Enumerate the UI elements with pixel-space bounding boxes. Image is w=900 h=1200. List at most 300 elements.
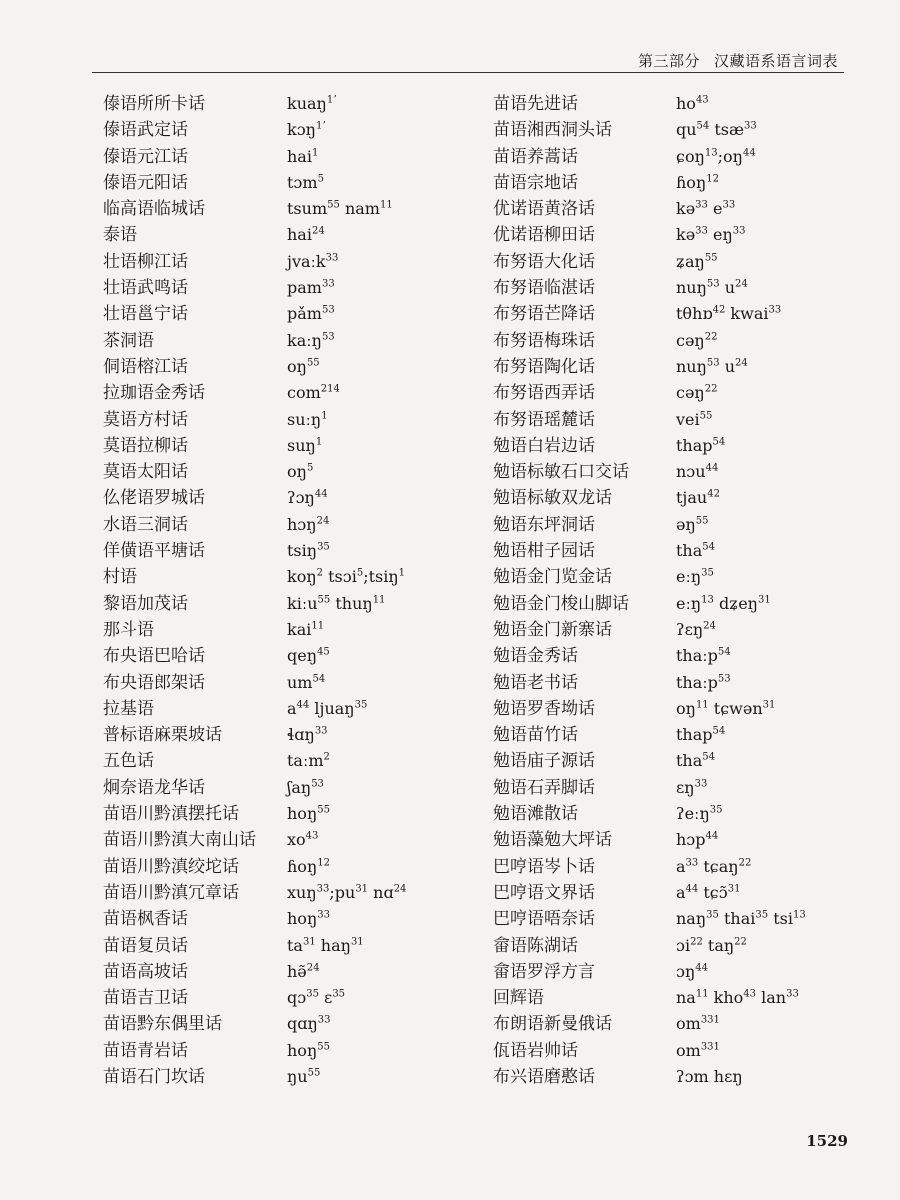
pronunciation <box>287 222 325 248</box>
tone-mark: 54 <box>696 120 710 132</box>
language-name: 巴哼语唔奈话 <box>493 909 595 930</box>
language-name: 苗语复员话 <box>103 935 188 956</box>
tone-mark: 24 <box>306 962 320 974</box>
syllable: koŋ <box>287 567 317 587</box>
pronunciation <box>287 906 330 932</box>
entry-row <box>103 1038 483 1064</box>
syllable: um <box>287 672 313 692</box>
syllable: hai <box>287 225 312 245</box>
entry-row <box>493 1011 873 1037</box>
pronunciation <box>287 407 328 433</box>
pronunciation <box>287 801 330 827</box>
language-name: 壮语柳江话 <box>103 251 188 272</box>
language-name: 苗语吉卫话 <box>103 988 188 1009</box>
entry-row <box>103 91 483 117</box>
entry-row <box>493 854 873 880</box>
tone-mark: 54 <box>702 752 716 764</box>
pronunciation <box>287 933 364 959</box>
pronunciation <box>287 854 330 880</box>
language-name: 五色话 <box>103 751 154 772</box>
entry-row <box>103 196 483 222</box>
language-name: 傣语武定话 <box>103 120 188 141</box>
language-name: 布努语陶化话 <box>493 356 595 377</box>
language-name: 勉语东坪洞话 <box>493 514 595 535</box>
tone-mark: 331 <box>700 1015 720 1027</box>
tone-mark: 31 <box>757 594 771 606</box>
language-name: 勉语庙子源话 <box>493 751 595 772</box>
language-name: 苗语川黔滇绞坨话 <box>103 856 239 877</box>
pronunciation <box>676 433 725 459</box>
syllable: kiːu <box>287 593 318 613</box>
language-name: 炯奈语龙华话 <box>103 777 205 798</box>
tone-mark: 22 <box>704 331 718 343</box>
syllable: nam <box>339 199 380 219</box>
tone-mark: 44 <box>695 962 708 974</box>
tone-mark: 54 <box>702 541 716 553</box>
language-name: 勉语苗竹话 <box>493 725 578 746</box>
syllable: tsi <box>768 909 793 929</box>
entry-row <box>103 222 483 248</box>
syllable: ʔeːŋ <box>676 804 710 824</box>
pronunciation <box>287 196 393 222</box>
pronunciation <box>287 117 326 143</box>
pronunciation <box>676 170 719 196</box>
pronunciation <box>676 1038 720 1064</box>
entry-row <box>103 301 483 327</box>
pronunciation <box>676 854 751 880</box>
tone-mark: 1 <box>315 436 323 448</box>
syllable: naŋ <box>676 909 707 929</box>
entry-row <box>493 696 873 722</box>
pronunciation <box>287 880 406 906</box>
tone-mark: 24 <box>311 226 325 238</box>
pronunciation <box>287 696 367 722</box>
entry-row <box>493 564 873 590</box>
syllable: kuaŋ <box>287 94 327 113</box>
language-name: 勉语柑子园话 <box>493 541 595 562</box>
language-name: 苗语青岩话 <box>103 1040 188 1061</box>
language-name: 布努语芒降话 <box>493 304 595 325</box>
entry-row <box>493 643 873 669</box>
syllable: qu <box>676 120 697 140</box>
language-name: 布努语梅珠话 <box>493 330 595 351</box>
entry-row <box>103 354 483 380</box>
language-name: 勉语金门梭山脚话 <box>493 593 629 614</box>
syllable: ɛŋ <box>676 777 695 797</box>
entry-row <box>103 512 483 538</box>
entry-row <box>103 933 483 959</box>
pronunciation <box>676 880 740 906</box>
syllable: kə <box>676 225 696 245</box>
language-name: 莫语方村话 <box>103 409 188 430</box>
entry-row <box>103 433 483 459</box>
syllable: nuŋ <box>676 356 707 376</box>
entry-row <box>103 407 483 433</box>
syllable: eːŋ <box>676 593 702 613</box>
entry-row <box>103 275 483 301</box>
tone-mark: 44 <box>314 489 328 501</box>
pronunciation <box>287 459 313 485</box>
pronunciation <box>287 328 335 354</box>
syllable: thai <box>718 909 756 929</box>
tone-mark: 33 <box>694 778 708 790</box>
tone-mark: 35 <box>317 541 330 553</box>
entry-row <box>103 1011 483 1037</box>
entry-row <box>493 775 873 801</box>
pronunciation <box>287 1064 320 1090</box>
pronunciation <box>287 748 330 774</box>
tone-mark: 11 <box>379 199 393 211</box>
tone-mark: 22 <box>738 857 752 869</box>
syllable: ʃaŋ <box>287 777 312 797</box>
language-name: 畲语陈湖话 <box>493 935 578 956</box>
tone-mark: 44 <box>705 830 719 842</box>
pronunciation <box>287 249 338 275</box>
syllable: cəŋ <box>676 330 705 350</box>
syllable: jvaːk <box>287 251 326 271</box>
pronunciation <box>676 906 806 932</box>
syllable: tɕɔ̃ <box>698 882 728 902</box>
language-name: 优诺语柳田话 <box>493 225 595 246</box>
syllable: taːm <box>287 751 324 771</box>
tone-mark: 55 <box>704 252 718 264</box>
tone-mark: 24 <box>316 515 330 527</box>
entry-row <box>103 459 483 485</box>
syllable: ɦoŋ <box>676 172 707 192</box>
syllable: hoŋ <box>287 804 318 824</box>
language-name: 拉基语 <box>103 698 154 719</box>
syllable: tsum <box>287 199 328 219</box>
tone-mark: 42 <box>707 489 720 501</box>
pronunciation <box>287 170 324 196</box>
syllable: pǎm <box>287 304 322 324</box>
syllable: ɦoŋ <box>287 856 318 876</box>
language-name: 布兴语磨憨话 <box>493 1066 595 1087</box>
language-name: 苗语石门坎话 <box>103 1066 205 1087</box>
entry-row <box>493 249 873 275</box>
tone-mark: 33 <box>695 226 708 238</box>
entry-row <box>493 959 873 985</box>
tone-mark: 1 <box>311 147 319 159</box>
pronunciation <box>676 933 747 959</box>
tone-mark: 2 <box>316 568 324 580</box>
syllable: oŋ <box>676 698 696 718</box>
syllable: xuŋ <box>287 882 317 902</box>
tone-mark: 53 <box>706 278 720 290</box>
pronunciation <box>287 985 345 1011</box>
syllable: tjau <box>676 488 708 508</box>
tone-mark: 53 <box>321 331 335 343</box>
language-name: 勉语金门览金话 <box>493 567 612 588</box>
syllable: tθhɒ <box>676 304 713 324</box>
pronunciation <box>287 275 335 301</box>
pronunciation <box>676 301 781 327</box>
pronunciation <box>287 538 330 564</box>
tone-mark: 43 <box>695 94 709 106</box>
language-name: 勉语藻勉大坪话 <box>493 830 612 851</box>
tone-mark: 5 <box>306 462 314 474</box>
syllable: tsɔi <box>323 567 357 587</box>
entry-row <box>103 827 483 853</box>
pronunciation <box>287 144 318 170</box>
syllable: a <box>676 856 686 876</box>
tone-mark: 24 <box>393 883 407 895</box>
tone-mark: 13 <box>701 594 714 606</box>
pronunciation <box>676 485 720 511</box>
language-name: 苗语黔东偶里话 <box>103 1014 222 1035</box>
entry-row <box>493 933 873 959</box>
entry-row <box>493 91 873 117</box>
entry-row <box>493 617 873 643</box>
tone-mark: 33 <box>768 305 782 317</box>
syllable: tha <box>676 541 703 561</box>
entry-row <box>493 275 873 301</box>
syllable: eːŋ <box>676 567 702 587</box>
language-name: 苗语高坡话 <box>103 961 188 982</box>
entry-row <box>493 117 873 143</box>
entry-row <box>493 222 873 248</box>
pronunciation <box>676 591 771 617</box>
syllable: a <box>676 882 686 902</box>
tone-mark: 53 <box>321 305 335 317</box>
entry-row <box>103 854 483 880</box>
tone-mark: 54 <box>717 646 731 658</box>
entry-row <box>493 1064 873 1090</box>
tone-mark: 53 <box>706 357 720 369</box>
tone-mark: 43 <box>743 988 757 1000</box>
entry-row <box>103 249 483 275</box>
tone-mark: 55 <box>307 1067 321 1079</box>
syllable: tha <box>676 751 703 771</box>
language-name: 村语 <box>103 567 137 588</box>
syllable: a <box>287 698 297 718</box>
language-name: 布努语大化话 <box>493 251 595 272</box>
tone-mark: 33 <box>317 1015 331 1027</box>
pronunciation <box>676 643 731 669</box>
entry-row <box>493 328 873 354</box>
entry-row <box>103 117 483 143</box>
language-name: 苗语川黔滇大南山话 <box>103 830 256 851</box>
entry-row <box>103 643 483 669</box>
tone-mark: 54 <box>312 673 326 685</box>
language-name: 苗语川黔滇摆托话 <box>103 804 239 825</box>
tone-mark: 35 <box>709 804 723 816</box>
left-column <box>103 91 483 1090</box>
syllable: nɔu <box>676 462 706 482</box>
language-name: 那斗语 <box>103 619 154 640</box>
entry-row <box>493 1038 873 1064</box>
tone-mark: 5 <box>356 568 364 580</box>
syllable: hə̃ <box>287 961 307 981</box>
language-name: 苗语川黔滇冗章话 <box>103 882 239 903</box>
running-header <box>92 42 844 73</box>
tone-mark: 31 <box>727 883 741 895</box>
language-name: 苗语枫香话 <box>103 909 188 930</box>
tone-mark: 33 <box>685 857 699 869</box>
tone-mark: 12 <box>317 857 330 869</box>
syllable: ŋu <box>287 1066 308 1086</box>
entry-row <box>493 433 873 459</box>
language-name: 勉语白岩边话 <box>493 435 595 456</box>
entry-row <box>493 827 873 853</box>
syllable: hoŋ <box>287 909 318 929</box>
syllable: na <box>676 988 696 1008</box>
entry-row <box>103 170 483 196</box>
tone-mark: 33 <box>317 909 330 921</box>
syllable: qeŋ <box>287 646 318 666</box>
language-name: 壮语武鸣话 <box>103 278 188 299</box>
syllable: hoŋ <box>287 1040 318 1060</box>
tone-mark: 31 <box>355 883 369 895</box>
syllable: ɔŋ <box>676 961 696 981</box>
entry-row <box>103 775 483 801</box>
tone-mark: 22 <box>734 936 747 948</box>
language-name: 佤语岩帅话 <box>493 1040 578 1061</box>
syllable: oŋ <box>287 462 307 482</box>
tone-mark: 53 <box>717 673 731 685</box>
tone-mark: 13 <box>704 147 718 159</box>
language-name: 莫语拉柳话 <box>103 435 188 456</box>
syllable: nuŋ <box>676 278 707 298</box>
entry-row <box>103 1064 483 1090</box>
tone-mark: 331 <box>700 1041 720 1053</box>
pronunciation <box>676 117 757 143</box>
entry-row <box>103 380 483 406</box>
entry-row <box>493 722 873 748</box>
syllable: om <box>676 1040 701 1060</box>
pronunciation <box>287 485 328 511</box>
syllable: lan <box>756 988 787 1008</box>
pronunciation <box>676 407 712 433</box>
tone-mark: 35 <box>701 568 714 580</box>
tone-mark: 35 <box>354 699 368 711</box>
syllable: om <box>676 1014 701 1034</box>
language-name: 布朗语新曼俄话 <box>493 1014 612 1035</box>
pronunciation <box>676 670 731 696</box>
pronunciation <box>676 722 725 748</box>
entry-row <box>103 538 483 564</box>
entry-row <box>103 564 483 590</box>
syllable: qɑŋ <box>287 1014 318 1034</box>
pronunciation <box>287 433 322 459</box>
tone-mark: 44 <box>296 699 310 711</box>
entry-row <box>103 748 483 774</box>
language-name: 普标语麻栗坡话 <box>103 725 222 746</box>
entry-row <box>103 591 483 617</box>
syllable: kaːŋ <box>287 330 322 350</box>
tone-mark: 35 <box>332 988 346 1000</box>
entry-row <box>493 301 873 327</box>
entry-row <box>103 722 483 748</box>
syllable: thap <box>676 725 713 745</box>
syllable: tɔm <box>287 172 318 192</box>
syllable: kwai <box>725 304 769 324</box>
language-name: 畲语罗浮方言 <box>493 961 595 982</box>
language-name: 勉语金门新寨话 <box>493 619 612 640</box>
syllable: ;oŋ <box>717 146 743 166</box>
language-name: 勉语老书话 <box>493 672 578 693</box>
pronunciation <box>287 1038 330 1064</box>
pronunciation <box>287 512 329 538</box>
pronunciation <box>676 222 746 248</box>
tone-mark: 33 <box>325 252 339 264</box>
tone-mark: 42 <box>712 305 726 317</box>
header-text <box>638 50 838 71</box>
pronunciation <box>287 670 325 696</box>
syllable: kho <box>708 988 744 1008</box>
language-name: 回辉语 <box>493 988 544 1009</box>
syllable: tsiŋ <box>287 541 318 561</box>
syllable: cəŋ <box>676 383 705 403</box>
language-name: 勉语石弄脚话 <box>493 777 595 798</box>
pronunciation <box>287 591 385 617</box>
language-name: 巴哼语文界话 <box>493 882 595 903</box>
entry-row <box>103 959 483 985</box>
pronunciation <box>287 643 330 669</box>
syllable: nɑ <box>368 882 394 902</box>
pronunciation <box>287 775 324 801</box>
entry-row <box>493 485 873 511</box>
syllable: ɛ <box>318 988 333 1008</box>
language-name: 仫佬语罗城话 <box>103 488 205 509</box>
tone-mark: 44 <box>685 883 699 895</box>
tone-mark: 1ʼ <box>326 94 337 106</box>
syllable: ʔɛŋ <box>676 619 704 639</box>
tone-mark: 214 <box>320 383 340 395</box>
tone-mark: 1ʼ <box>315 120 326 132</box>
language-name: 优诺语黄洛话 <box>493 199 595 220</box>
pronunciation <box>287 722 328 748</box>
entry-row <box>493 512 873 538</box>
syllable: com <box>287 383 321 403</box>
pronunciation <box>676 1064 743 1090</box>
pronunciation <box>676 985 799 1011</box>
tone-mark: 33 <box>321 278 335 290</box>
language-name: 佯僙语平塘话 <box>103 541 205 562</box>
tone-mark: 11 <box>372 594 386 606</box>
tone-mark: 33 <box>314 725 328 737</box>
syllable: ʑaŋ <box>676 251 705 271</box>
language-name: 泰语 <box>103 225 137 246</box>
tone-mark: 31 <box>350 936 364 948</box>
syllable: taŋ <box>702 935 735 955</box>
syllable: dʑeŋ <box>713 593 758 613</box>
language-name: 布央语郎架话 <box>103 672 205 693</box>
tone-mark: 33 <box>722 199 736 211</box>
language-name: 勉语滩散话 <box>493 804 578 825</box>
tone-mark: 1 <box>398 568 406 580</box>
header-part: 第三部分 <box>637 52 700 70</box>
syllable: hɔp <box>676 830 706 850</box>
language-name: 侗语榕江话 <box>103 356 188 377</box>
syllable: thaːp <box>676 646 718 666</box>
tone-mark: 33 <box>732 226 746 238</box>
tone-mark: 11 <box>695 988 709 1000</box>
tone-mark: 33 <box>744 120 757 132</box>
syllable: ;tsiŋ <box>363 567 399 587</box>
tone-mark: 53 <box>311 778 324 790</box>
pronunciation <box>676 354 748 380</box>
entry-row <box>493 985 873 1011</box>
pronunciation <box>676 959 708 985</box>
language-name: 勉语金秀话 <box>493 646 578 667</box>
pronunciation <box>676 696 775 722</box>
pronunciation <box>676 801 722 827</box>
syllable: ʔɔŋ <box>287 488 315 508</box>
entry-row <box>103 801 483 827</box>
pronunciation <box>287 617 324 643</box>
syllable: kai <box>287 619 312 639</box>
